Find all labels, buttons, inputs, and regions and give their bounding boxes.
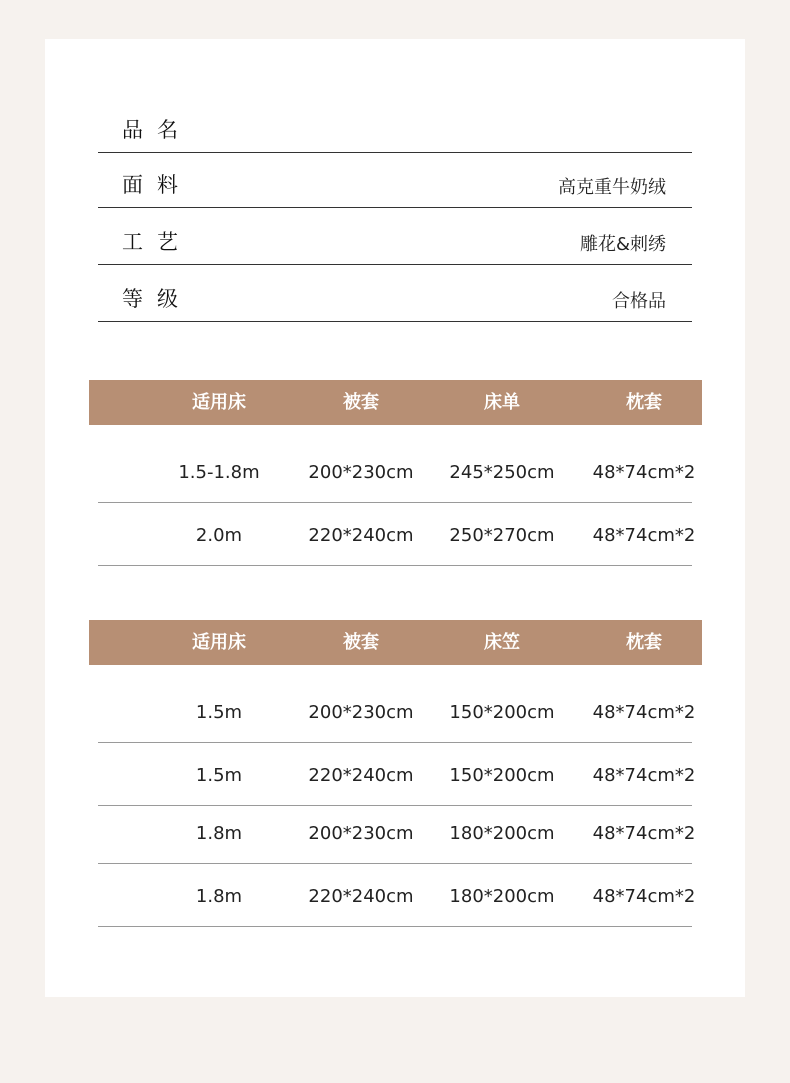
table-row (98, 743, 696, 806)
header-cell: 枕套 (626, 632, 662, 653)
table-row (98, 665, 696, 743)
header-cell: 适用床 (192, 632, 246, 653)
spec-row-grade (98, 265, 692, 322)
table-row (98, 503, 696, 566)
spec-card (45, 39, 745, 997)
spec-value: 高克重牛奶绒 (558, 177, 666, 198)
table-cell: 220*240cm (308, 525, 414, 546)
header-cell: 床笠 (484, 632, 520, 653)
table-row (98, 864, 696, 927)
spec-label: 等级 (122, 287, 192, 311)
header-cell: 被套 (343, 392, 379, 413)
table-cell: 250*270cm (449, 525, 555, 546)
table-cell: 150*200cm (449, 702, 555, 723)
spec-value: 合格品 (612, 291, 666, 312)
table-cell: 180*200cm (449, 886, 555, 907)
spec-label: 面料 (122, 173, 192, 197)
header-cell: 适用床 (192, 392, 246, 413)
table-cell: 48*74cm*2 (592, 823, 696, 844)
table-cell: 200*230cm (308, 702, 414, 723)
spec-value: 雕花&刺绣 (579, 234, 666, 255)
spec-row-fabric (98, 152, 692, 208)
table-cell: 1.5m (195, 765, 243, 786)
table-cell: 200*230cm (308, 823, 414, 844)
table-cell: 48*74cm*2 (592, 886, 696, 907)
table-cell: 150*200cm (449, 765, 555, 786)
spec-label: 品名 (122, 118, 192, 142)
table-row (98, 806, 696, 864)
table1-header (89, 380, 702, 425)
table-row (98, 425, 696, 503)
table-cell: 48*74cm*2 (592, 525, 696, 546)
table-cell: 48*74cm*2 (592, 765, 696, 786)
table-cell: 48*74cm*2 (592, 702, 696, 723)
header-cell: 被套 (343, 632, 379, 653)
table-cell: 1.5-1.8m (178, 462, 260, 483)
header-cell: 床单 (484, 392, 520, 413)
table-cell: 1.8m (195, 823, 243, 844)
table-cell: 48*74cm*2 (592, 462, 696, 483)
table-cell: 1.8m (195, 886, 243, 907)
table-cell: 245*250cm (449, 462, 555, 483)
spec-row-name (98, 97, 692, 153)
table-cell: 1.5m (195, 702, 243, 723)
table-cell: 200*230cm (308, 462, 414, 483)
table-cell: 220*240cm (308, 886, 414, 907)
table-cell: 2.0m (195, 525, 243, 546)
table-cell: 180*200cm (449, 823, 555, 844)
spec-row-craft (98, 208, 692, 265)
spec-label: 工艺 (122, 230, 192, 254)
header-cell: 枕套 (626, 392, 662, 413)
table2-header (89, 620, 702, 665)
table-cell: 220*240cm (308, 765, 414, 786)
